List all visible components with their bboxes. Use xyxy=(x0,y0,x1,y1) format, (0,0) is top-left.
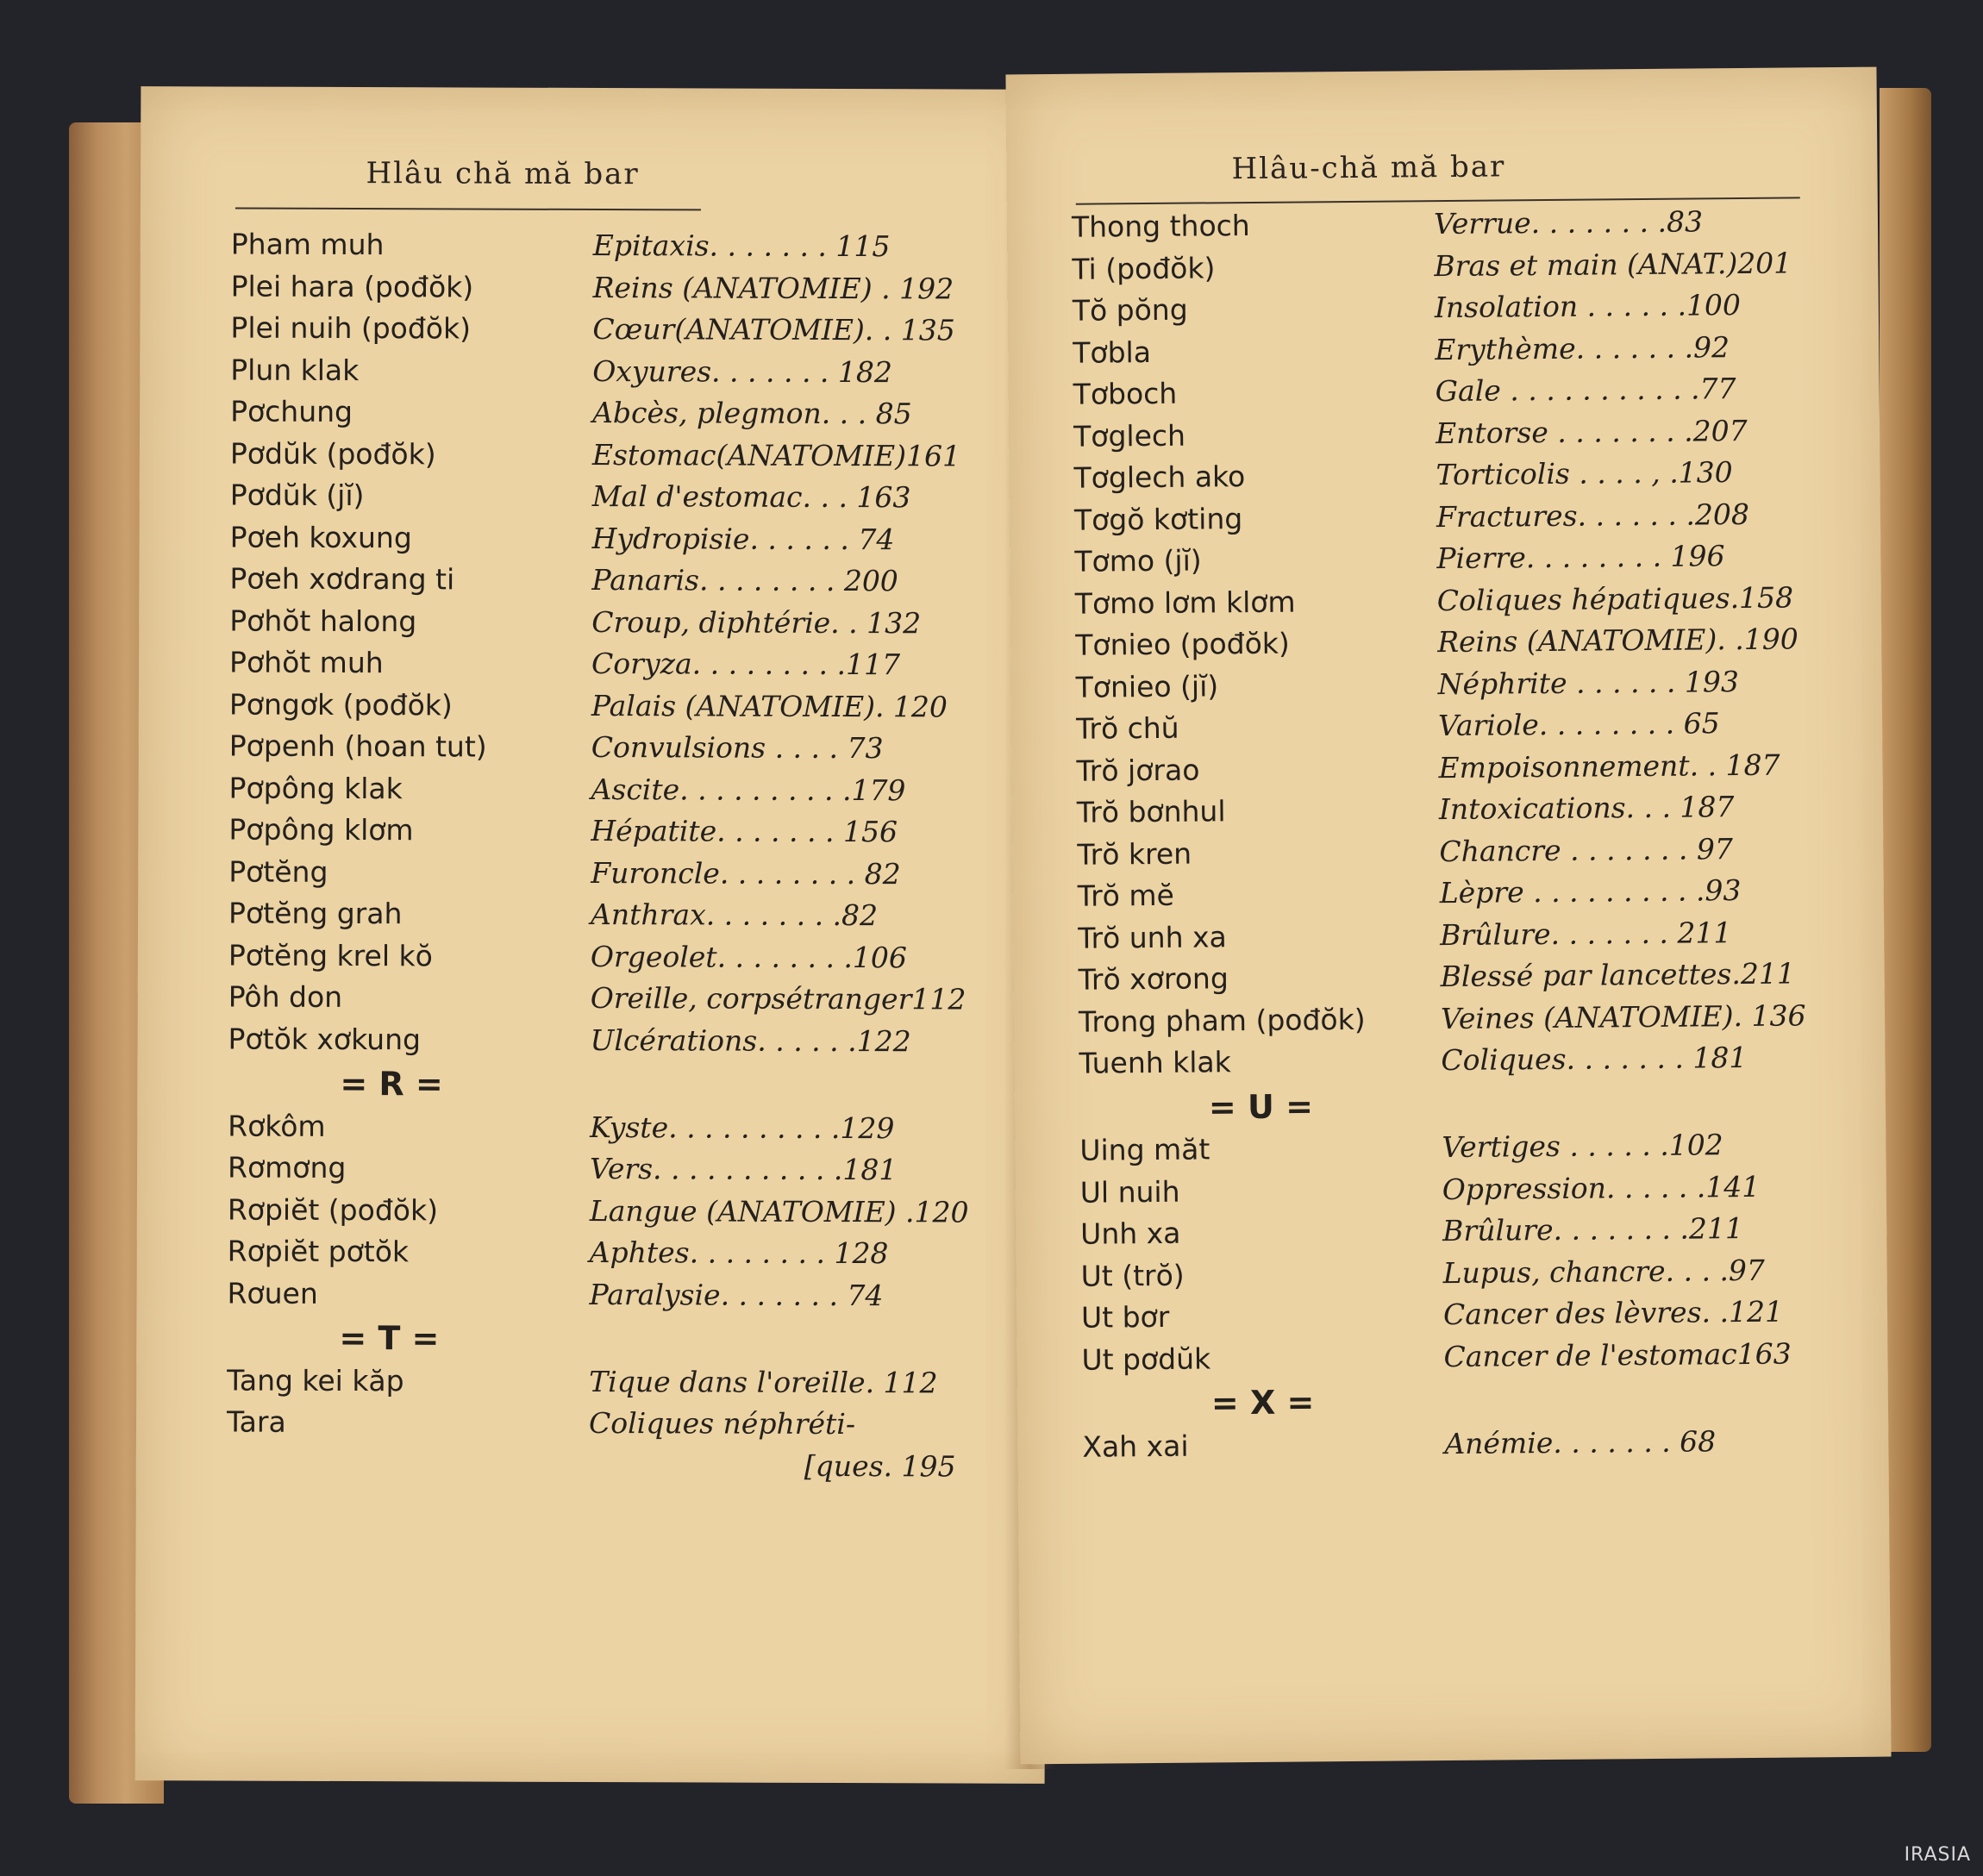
index-entry xyxy=(1073,285,1849,331)
entry-definition: Insolation . . . . . .100 xyxy=(1434,288,1742,325)
index-entry xyxy=(228,1148,1004,1191)
entry-term: Pôh don xyxy=(228,979,343,1014)
index-entry xyxy=(228,852,1004,894)
entry-definition: Lèpre . . . . . . . . . .93 xyxy=(1439,873,1742,910)
entry-definition: Intoxications. . . 187 xyxy=(1438,790,1735,827)
entry-definition: Brûlure. . . . . . . 211 xyxy=(1440,915,1732,952)
index-entry xyxy=(228,810,1004,853)
right-page-header: Hlâu-chă mă bar xyxy=(1231,149,1506,187)
entry-term: Trŏ bơnhul xyxy=(1076,794,1226,829)
entry-definition: Veines (ANATOMIE). 136 xyxy=(1440,997,1806,1035)
entry-term: Tơnieo (pođŏk) xyxy=(1075,626,1290,662)
entry-term: Rơpiĕt (pođŏk) xyxy=(227,1192,439,1227)
entry-term: Pơdŭk (jĭ) xyxy=(229,478,365,513)
entry-term: Tơgŏ kơting xyxy=(1073,501,1243,537)
index-entry xyxy=(230,434,1006,476)
entry-term: Trŏ kren xyxy=(1077,836,1192,872)
entry-definition: Erythème. . . . . . .92 xyxy=(1435,329,1730,366)
index-entry xyxy=(1078,911,1854,958)
entry-term: Rơmơng xyxy=(227,1150,347,1185)
entry-term: Pơeh koxung xyxy=(229,520,412,554)
entry-definition: Paralysie. . . . . . . 74 xyxy=(589,1277,884,1312)
entry-term: Pơtŏk xơkung xyxy=(228,1022,422,1056)
index-entry xyxy=(229,727,1005,769)
entry-definition: Coliques. . . . . . . 181 xyxy=(1441,1040,1748,1078)
entry-term: Pơhŏt muh xyxy=(229,645,384,680)
left-page xyxy=(135,86,1051,1784)
section-heading: = R = xyxy=(340,1064,443,1104)
index-entry xyxy=(1075,577,1851,623)
index-entry xyxy=(227,1403,1003,1445)
index-entry xyxy=(1076,703,1852,749)
index-entry xyxy=(229,560,1005,602)
index-entry xyxy=(1081,1333,1857,1379)
entry-definition: Ascite. . . . . . . . . .179 xyxy=(591,772,906,807)
entry-definition: Vers. . . . . . . . . . .181 xyxy=(589,1151,898,1187)
entry-term: Ti (pođŏk) xyxy=(1072,250,1216,286)
entry-definition: Entorse . . . . . . . .207 xyxy=(1435,413,1748,450)
index-entry xyxy=(228,1232,1004,1274)
index-entry xyxy=(228,935,1004,978)
entry-definition: Lupus, chancre. . . .97 xyxy=(1442,1253,1766,1290)
entry-definition: Brûlure. . . . . . . .211 xyxy=(1442,1211,1744,1248)
section-heading: = X = xyxy=(1210,1383,1315,1423)
entry-definition: Chancre . . . . . . . 97 xyxy=(1439,831,1734,868)
entry-term: Tơglech ako xyxy=(1073,460,1246,495)
entry-term: Ul nuih xyxy=(1079,1174,1180,1210)
entry-definition: Orgeolet. . . . . . . .106 xyxy=(590,939,908,974)
index-entry xyxy=(230,476,1006,518)
index-entry xyxy=(229,768,1005,810)
entry-definition: Tique dans l'oreille. 112 xyxy=(589,1364,938,1399)
index-entry xyxy=(227,1273,1003,1316)
entry-term: Pơhŏt halong xyxy=(229,603,417,638)
entry-term: Tara xyxy=(226,1404,286,1439)
entry-definition: Coliques hépatiques.158 xyxy=(1436,579,1794,617)
index-entry xyxy=(1075,660,1851,707)
entry-term: Pơdŭk (pođŏk) xyxy=(229,436,436,471)
entry-definition: Gale . . . . . . . . . . .77 xyxy=(1435,372,1736,409)
index-entry xyxy=(1077,786,1853,833)
section-heading: = U = xyxy=(1208,1086,1314,1126)
entry-term: Pơeh xơdrang ti xyxy=(229,561,455,597)
entry-term: Pham muh xyxy=(230,227,385,262)
entry-term: Rơuen xyxy=(227,1276,318,1310)
entry-definition: Anémie. . . . . . . 68 xyxy=(1444,1423,1717,1460)
index-entry xyxy=(1074,493,1850,540)
entry-term: Trŏ chŭ xyxy=(1075,710,1179,746)
left-page-header: Hlâu chă mă bar xyxy=(366,156,640,192)
index-entry xyxy=(1073,452,1849,498)
index-entry xyxy=(1079,1124,1855,1171)
entry-definition: Oppression. . . . . .141 xyxy=(1442,1169,1761,1206)
entry-definition: Blessé par lancettes.211 xyxy=(1440,956,1796,994)
entry-definition: Reins (ANATOMIE) . 192 xyxy=(592,270,954,305)
entry-term: Tơmo (jĭ) xyxy=(1074,543,1202,578)
entry-definition: Pierre. . . . . . . . 196 xyxy=(1436,539,1725,576)
entry-definition: Oreille, corpsétranger112 xyxy=(590,980,966,1016)
entry-term: Tơnieo (jĭ) xyxy=(1075,668,1219,704)
entry-definition: Coliques néphréti- xyxy=(588,1405,856,1441)
entry-term: Pơtĕng krel kŏ xyxy=(228,938,433,972)
section-heading: = T = xyxy=(339,1318,440,1358)
entry-term: Uing măt xyxy=(1079,1132,1210,1167)
entry-definition: Abcès, plegmon. . . 85 xyxy=(592,395,912,431)
entry-term: Xah xai xyxy=(1082,1429,1189,1464)
index-entry xyxy=(1074,535,1850,582)
entry-definition: Panaris. . . . . . . . 200 xyxy=(591,562,898,598)
entry-definition: Cancer de l'estomac163 xyxy=(1443,1336,1792,1373)
index-entry xyxy=(1073,326,1849,372)
index-entry xyxy=(230,392,1006,435)
entry-term: Plei hara (pođŏk) xyxy=(230,269,474,304)
entry-definition: Bras et main (ANAT.)201 xyxy=(1434,245,1792,283)
index-entry xyxy=(1073,410,1849,456)
entry-term: Pơtĕng xyxy=(228,854,328,889)
index-entry xyxy=(229,601,1005,643)
index-entry xyxy=(1073,368,1849,415)
entry-term: Thong thoch xyxy=(1071,208,1250,244)
index-entry xyxy=(231,225,1007,267)
right-page xyxy=(1005,67,1891,1765)
entry-term: Trŏ mĕ xyxy=(1077,878,1174,913)
index-entry xyxy=(230,309,1006,351)
index-entry xyxy=(1078,870,1854,916)
entry-definition: Palais (ANATOMIE). 120 xyxy=(591,688,948,723)
entry-term: Tơglech xyxy=(1073,418,1186,453)
entry-term: Tuenh klak xyxy=(1079,1045,1231,1080)
entry-term: Rơkôm xyxy=(228,1109,326,1143)
entry-definition: Convulsions . . . . 73 xyxy=(591,729,884,766)
entry-definition: Aphtes. . . . . . . . 128 xyxy=(589,1235,889,1271)
entry-term: Trŏ unh xa xyxy=(1078,919,1227,955)
entry-term: Pơpenh (hoan tut) xyxy=(228,729,487,764)
entry-definition: Ulcérations. . . . . .122 xyxy=(590,1022,911,1058)
entry-definition: Cancer des lèvres. .121 xyxy=(1442,1294,1784,1332)
entry-definition: Torticolis . . . . , .130 xyxy=(1436,455,1733,492)
entry-definition: Fractures. . . . . . .208 xyxy=(1436,497,1750,534)
entry-definition: Epitaxis. . . . . . . 115 xyxy=(592,228,891,264)
entry-definition: Coryza. . . . . . . . .117 xyxy=(591,646,901,682)
entry-definition: Oxyures. . . . . . . 182 xyxy=(592,353,893,389)
entry-definition: Cœur(ANATOMIE). . 135 xyxy=(592,311,955,347)
index-entry xyxy=(1082,1420,1858,1466)
entry-term: Pơngơk (pođŏk) xyxy=(228,687,453,722)
index-entry xyxy=(228,1019,1004,1061)
index-entry xyxy=(230,350,1006,392)
index-entry xyxy=(230,517,1006,560)
index-entry xyxy=(229,685,1005,727)
left-entry-list xyxy=(226,225,1007,1483)
index-entry xyxy=(1072,201,1848,247)
open-book xyxy=(69,53,1931,1804)
index-entry xyxy=(228,978,1004,1020)
left-header-rule xyxy=(235,208,701,211)
entry-term: Ut (trŏ) xyxy=(1080,1258,1185,1293)
index-entry xyxy=(1081,1291,1857,1338)
index-entry xyxy=(1080,1166,1856,1212)
entry-term: Tơbla xyxy=(1073,335,1152,370)
entry-definition: Vertiges . . . . . .102 xyxy=(1442,1128,1723,1165)
entry-term: Trŏ xơrong xyxy=(1078,961,1229,997)
entry-term: Trŏ jơrao xyxy=(1076,753,1200,788)
index-entry xyxy=(229,643,1005,685)
entry-definition: Néphrite . . . . . . 193 xyxy=(1437,664,1740,701)
entry-definition: Variole. . . . . . . . 65 xyxy=(1437,706,1720,743)
entry-definition: Estomac(ANATOMIE)161 xyxy=(591,437,961,472)
index-entry xyxy=(1080,1208,1856,1254)
entry-definition: Langue (ANATOMIE) .120 xyxy=(589,1193,969,1229)
index-entry xyxy=(228,894,1004,936)
entry-term: Trong pham (pođŏk) xyxy=(1078,1002,1366,1039)
entry-definition: Empoisonnement. . 187 xyxy=(1438,747,1780,785)
index-entry xyxy=(1080,1249,1856,1296)
entry-term: Ut pơdŭk xyxy=(1081,1341,1211,1377)
entry-term: Pơtĕng grah xyxy=(228,896,403,931)
index-entry xyxy=(1079,1037,1855,1084)
index-entry xyxy=(227,1360,1003,1403)
entry-term: Tŏ pŏng xyxy=(1072,292,1188,328)
entry-definition: Furoncle. . . . . . . . 82 xyxy=(591,855,901,891)
entry-definition: Croup, diphtérie. . 132 xyxy=(591,604,922,640)
index-entry xyxy=(231,266,1007,309)
entry-definition: Hydropisie. . . . . . 74 xyxy=(591,521,895,556)
index-entry xyxy=(1075,619,1851,666)
index-entry xyxy=(1077,828,1853,874)
entry-definition: Reins (ANATOMIE). .190 xyxy=(1437,622,1798,660)
entry-term: Unh xa xyxy=(1080,1216,1181,1251)
entry-definition: Verrue. . . . . . . .83 xyxy=(1433,204,1704,241)
entry-definition: Kyste. . . . . . . . . .129 xyxy=(590,1110,895,1145)
entry-term: Pơpông klơm xyxy=(228,812,414,847)
entry-definition: Hépatite. . . . . . . 156 xyxy=(591,813,898,849)
watermark: IRASIA xyxy=(1904,1844,1971,1866)
index-entry xyxy=(1078,954,1854,1000)
entry-definition: Mal d'estomac. . . 163 xyxy=(591,478,911,515)
entry-term: Pơchung xyxy=(230,394,353,429)
entry-term: Tơboch xyxy=(1073,376,1178,411)
index-entry xyxy=(1072,242,1848,289)
index-entry xyxy=(228,1190,1004,1232)
index-entry xyxy=(1076,744,1852,791)
entry-term: Tơmo lơm klơm xyxy=(1074,585,1296,621)
entry-term: Plun klak xyxy=(230,353,360,387)
entry-term: Rơpiĕt pơtŏk xyxy=(227,1234,410,1269)
entry-term: Ut bơr xyxy=(1080,1299,1170,1335)
entry-definition: Anthrax. . . . . . . .82 xyxy=(591,897,879,933)
entry-term: Plei nuih (pođŏk) xyxy=(230,310,472,346)
entry-term: Pơpông klak xyxy=(228,771,403,805)
index-entry xyxy=(228,1106,1004,1148)
entry-term: Tang kei kăp xyxy=(227,1363,404,1398)
index-entry xyxy=(1079,995,1855,1041)
